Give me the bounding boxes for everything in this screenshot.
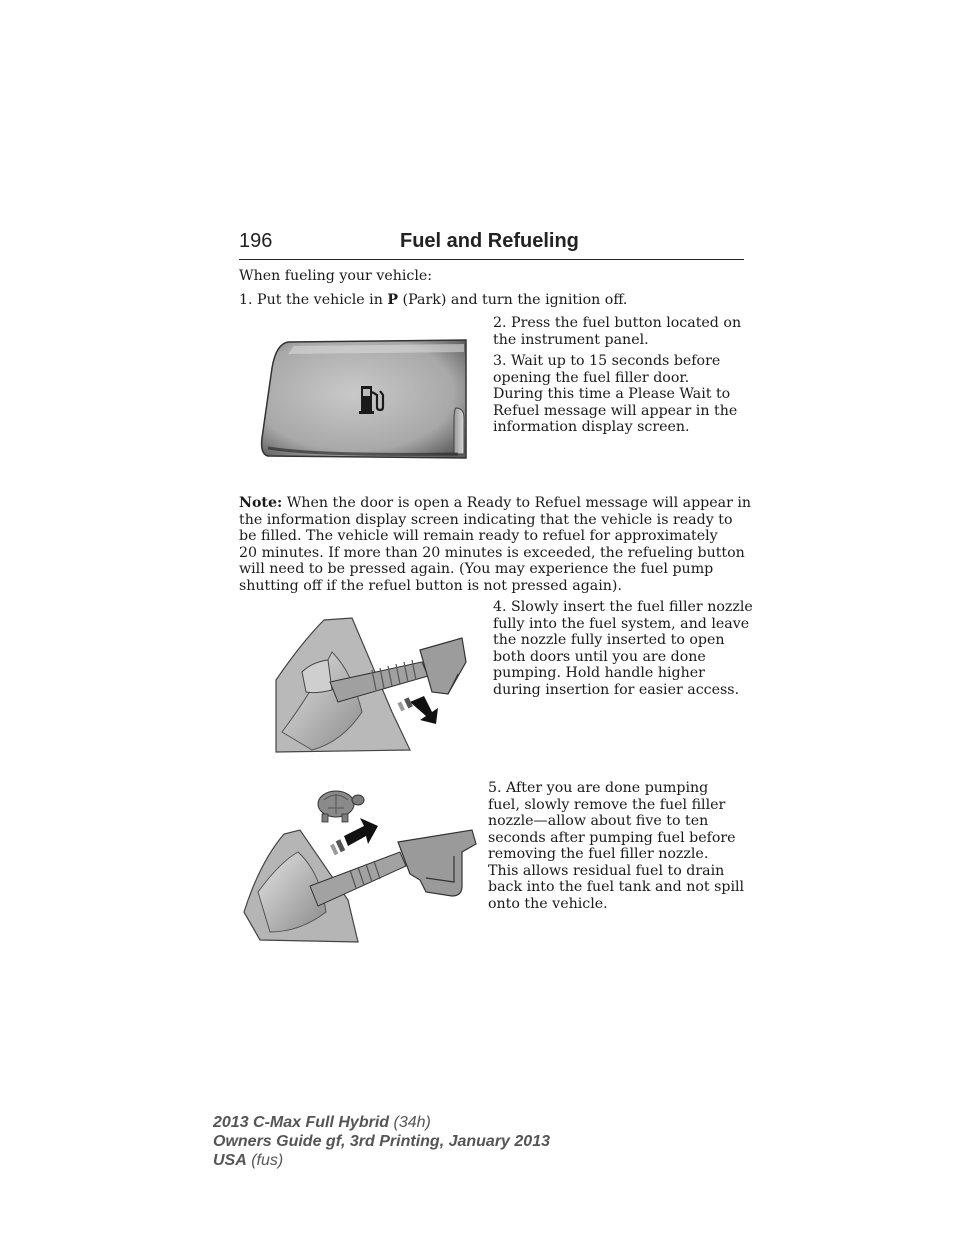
section-title: Fuel and Refueling	[400, 230, 579, 252]
note-paragraph: Note: When the door is open a Ready to Refuel message will appear in the information display screen indicating that the vehicle is ready to be filled. The vehicle will remain ready to refuel for approximately 20 minutes. If more than 20 minutes is exceeded, the refueling button will need to be pressed again. (You may experience the fuel pump shutting off if the refuel button is not pressed again).	[239, 495, 752, 594]
note-label: Note:	[239, 495, 283, 511]
page-header	[239, 229, 744, 260]
nozzle-insert-illustration	[272, 612, 468, 754]
fuel-button-illustration	[258, 338, 468, 460]
step-3: 3. Wait up to 15 seconds before opening the fuel filler door. During this time a Please Wait to Refuel message will appear in the information display screen.	[493, 353, 738, 435]
step-4: 4. Slowly insert the fuel filler nozzle fully into the fuel system, and leave the nozzle fully inserted to open both doors until you are done pumping. Hold handle higher during insertion for easier access.	[493, 599, 753, 698]
turtle-icon	[318, 791, 364, 822]
nozzle-remove-illustration	[240, 782, 480, 944]
step-5: 5. After you are done pumping fuel, slowly remove the fuel filler nozzle—allow about five to ten seconds after pumping fuel before removing the fuel filler nozzle. This allows residual fuel to drain back into the fuel tank and not spill onto the vehicle.	[488, 780, 745, 912]
page-number: 196	[239, 230, 273, 252]
step-1: 1. Put the vehicle in P (Park) and turn the ignition off.	[239, 292, 628, 308]
step-2: 2. Press the fuel button located on the instrument panel.	[493, 315, 742, 348]
intro-text: When fueling your vehicle:	[239, 268, 433, 284]
park-gear-label: P	[387, 292, 399, 308]
document-footer: 2013 C-Max Full Hybrid (34h) Owners Guide gf, 3rd Printing, January 2013 USA (fus)	[213, 1114, 550, 1169]
arrow-up-right-icon	[330, 818, 378, 855]
